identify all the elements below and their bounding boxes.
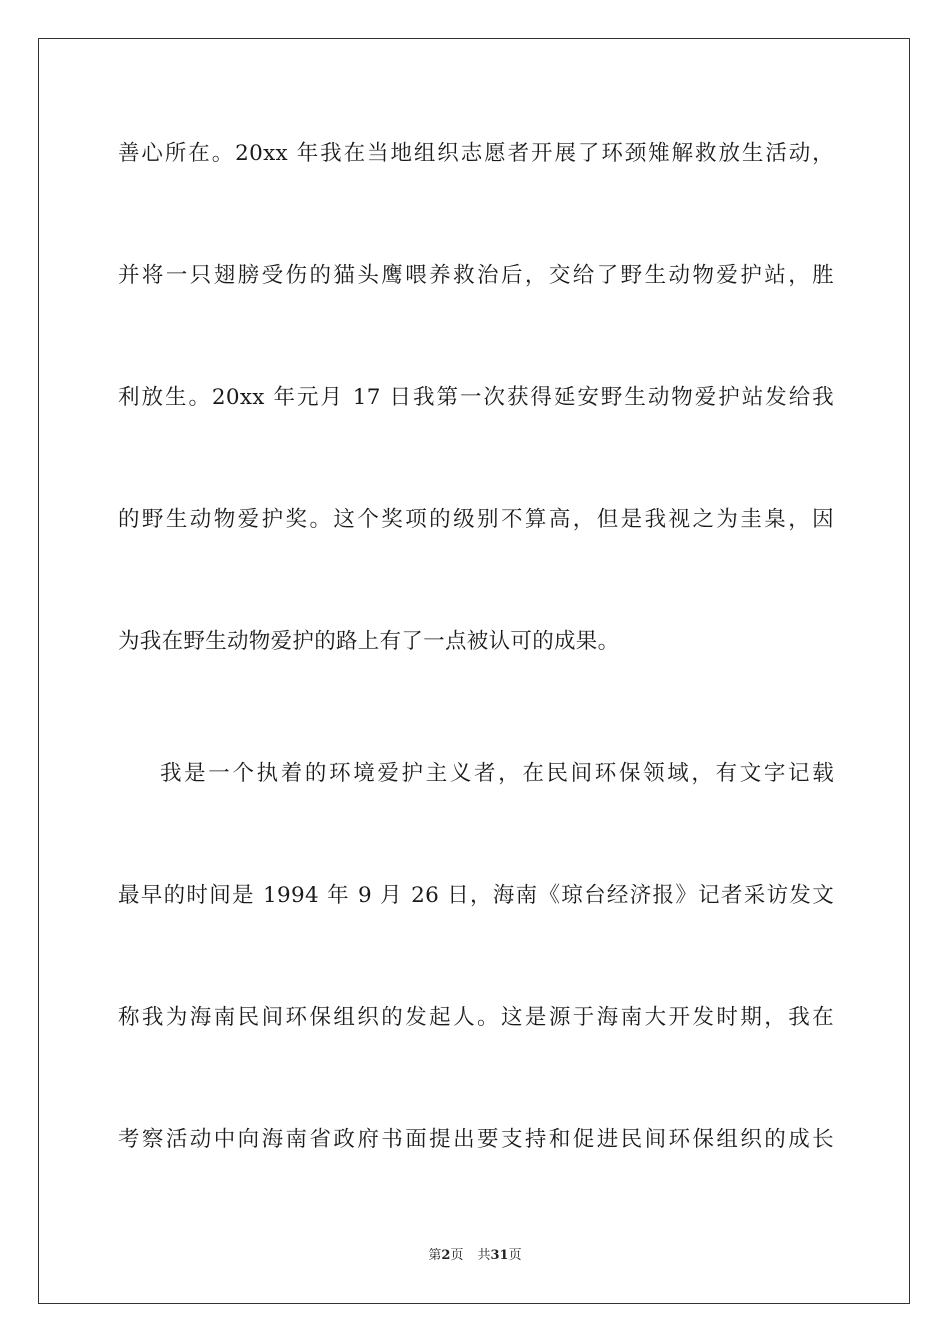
paragraph-line-1: 善心所在。20xx 年我在当地组织志愿者开展了环颈雉解救放生活动， bbox=[118, 141, 834, 166]
paragraph-line-2: 并将一只翅膀受伤的猫头鹰喂养救治后，交给了野生动物爱护站，胜 bbox=[118, 263, 834, 288]
paragraph-line-5: 为我在野生动物爱护的路上有了一点被认可的成果。 bbox=[118, 629, 620, 654]
total-prefix: 共 bbox=[477, 1248, 491, 1263]
paragraph-line-3: 利放生。20xx 年元月 17 日我第一次获得延安野生动物爱护站发给我 bbox=[118, 385, 834, 410]
page-suffix: 页 bbox=[450, 1248, 464, 1263]
page-number: 2 bbox=[441, 1248, 451, 1263]
page-prefix: 第 bbox=[428, 1248, 442, 1263]
paragraph-line-9: 考察活动中向海南省政府书面提出要支持和促进民间环保组织的成长 bbox=[118, 1127, 834, 1152]
paragraph-line-7: 最早的时间是 1994 年 9 月 26 日，海南《琼台经济报》记者采访发文 bbox=[118, 883, 834, 908]
paragraph-line-4: 的野生动物爱护奖。这个奖项的级别不算高，但是我视之为圭臬，因 bbox=[118, 507, 834, 532]
total-pages: 31 bbox=[490, 1248, 509, 1263]
page-border bbox=[38, 38, 910, 1304]
paragraph-line-8: 称我为海南民间环保组织的发起人。这是源于海南大开发时期，我在 bbox=[118, 1005, 834, 1030]
page-footer bbox=[0, 1248, 950, 1264]
total-suffix: 页 bbox=[508, 1248, 522, 1263]
paragraph-line-6: 我是一个执着的环境爱护主义者，在民间环保领域，有文字记载 bbox=[160, 761, 834, 786]
